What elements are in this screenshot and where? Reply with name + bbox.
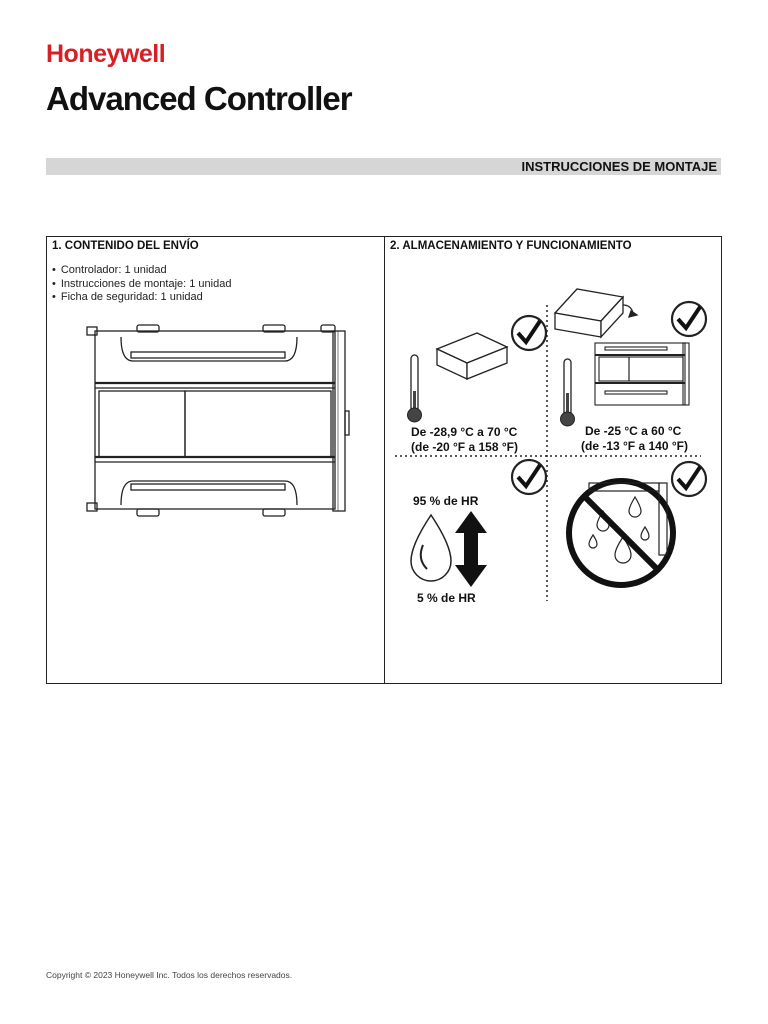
content-table [46,236,722,684]
subtitle-bar [46,158,721,175]
operating-temp-f: (de -13 °F a 140 °F) [581,439,688,453]
checkmark-circle-icon [512,460,546,494]
list-item: • Instrucciones de montaje: 1 unidad [52,278,231,292]
checkmark-circle-icon [672,462,706,496]
humidity-max: 95 % de HR [413,494,479,508]
storage-temp-c: De -28,9 °C a 70 °C [411,425,518,439]
page-title: Advanced Controller [46,80,352,117]
humidity-min: 5 % de HR [417,591,476,605]
copyright: Copyright © 2023 Honeywell Inc. Todos los derechos reservados. [46,970,293,980]
storage-operation-illustration [387,283,721,613]
checkmark-circle-icon [672,302,706,336]
section1-heading: 1. CONTENIDO DEL ENVÍO [52,240,199,252]
operating-temp-c: De -25 °C a 60 °C [585,424,682,438]
water-drop-icon [411,515,451,581]
subtitle: INSTRUCCIONES DE MONTAJE [521,159,717,174]
column-divider [384,237,385,683]
prohibited-icon [569,481,673,585]
double-arrow-icon [455,511,487,587]
shipment-list [52,264,231,305]
controller-icon [595,343,689,405]
thermometer-icon [561,359,575,426]
controller-illustration [85,319,355,524]
honeywell-logo: Honeywell [46,40,166,68]
section2-heading: 2. ALMACENAMIENTO Y FUNCIONAMIENTO [390,240,632,252]
list-item: • Controlador: 1 unidad [52,264,231,278]
storage-temp-f: (de -20 °F a 158 °F) [411,440,518,454]
thermometer-icon [408,355,422,422]
box-icon [437,333,507,379]
list-item: • Ficha de seguridad: 1 unidad [52,291,231,305]
checkmark-circle-icon [512,316,546,350]
open-box-icon [555,289,637,337]
